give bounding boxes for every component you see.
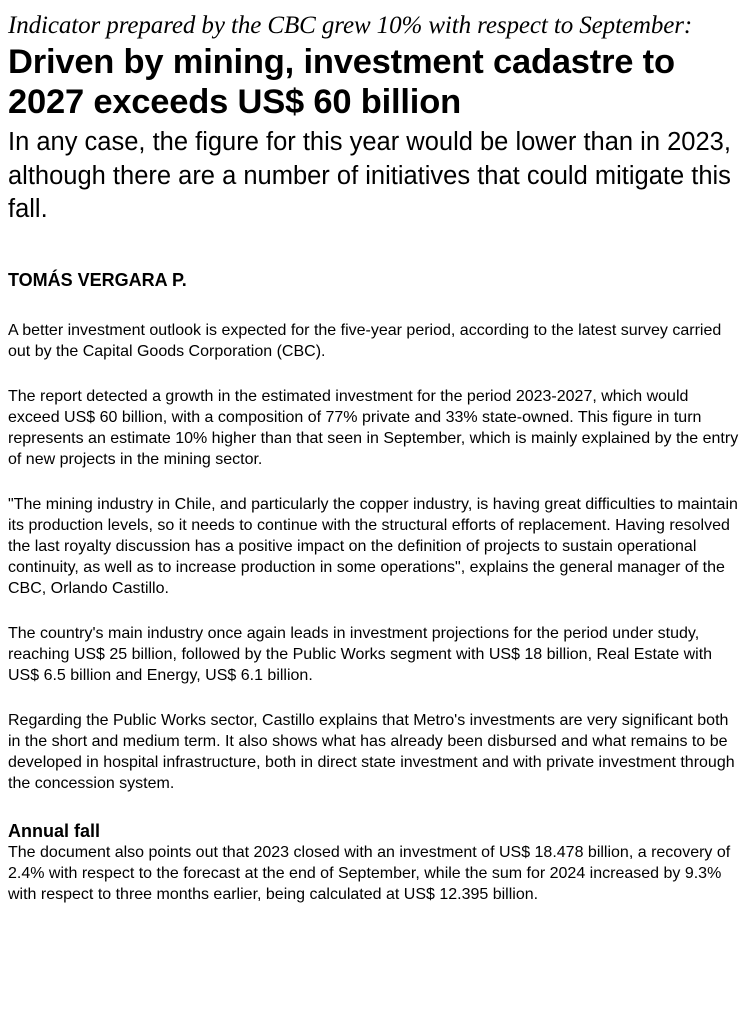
- article-paragraph: A better investment outlook is expected for the five-year period, according to the latest survey carried out by the Capital Goods Corporation (CBC).: [8, 321, 722, 360]
- article-deck: In any case, the figure for this year would be lower than in 2023, although there are a number of initiatives that could mitigate this fall.: [8, 128, 731, 223]
- article-author: TOMÁS VERGARA P.: [8, 269, 187, 290]
- section-subhead: Annual fall: [8, 820, 101, 841]
- article-headline: Driven by mining, investment cadastre to 2027 exceeds US$ 60 billion: [8, 43, 675, 121]
- article-paragraph: The document also points out that 2023 closed with an investment of US$ 18.478 billion, a recovery of 2.4% with respect to the forecast at the end of September, while the sum for 2024 increased by 9.3% with respect to three months earlier, being calculated at US$ 12.395 billion.: [8, 843, 731, 903]
- article-paragraph: Regarding the Public Works sector, Castillo explains that Metro's investments are very significant both in the short and medium term. It also shows what has already been disbursed and what remains to be developed in hospital infrastructure, both in direct state investment and with private investment through the concession system.: [8, 711, 735, 792]
- article-paragraph: The report detected a growth in the estimated investment for the period 2023-2027, which would exceed US$ 60 billion, with a composition of 77% private and 33% state-owned. This figure in turn represents an estimate 10% higher than that seen in September, which is mainly explained by the entry of new projects in the mining sector.: [8, 387, 739, 468]
- article-paragraph: The country's main industry once again leads in investment projections for the period under study, reaching US$ 25 billion, followed by the Public Works segment with US$ 18 billion, Real Estate with US$ 6.5 billion and Energy, US$ 6.1 billion.: [8, 624, 713, 684]
- article-kicker: Indicator prepared by the CBC grew 10% with respect to September:: [8, 12, 693, 39]
- article-paragraph: "The mining industry in Chile, and particularly the copper industry, is having great difficulties to maintain its production levels, so it needs to continue with the structural efforts of replacement. Having resolved the last royalty discussion has a positive impact on the definition of projects to sustain operational continuity, as well as to increase production in some operations", explains the general manager of the CBC, Orlando Castillo.: [8, 495, 738, 597]
